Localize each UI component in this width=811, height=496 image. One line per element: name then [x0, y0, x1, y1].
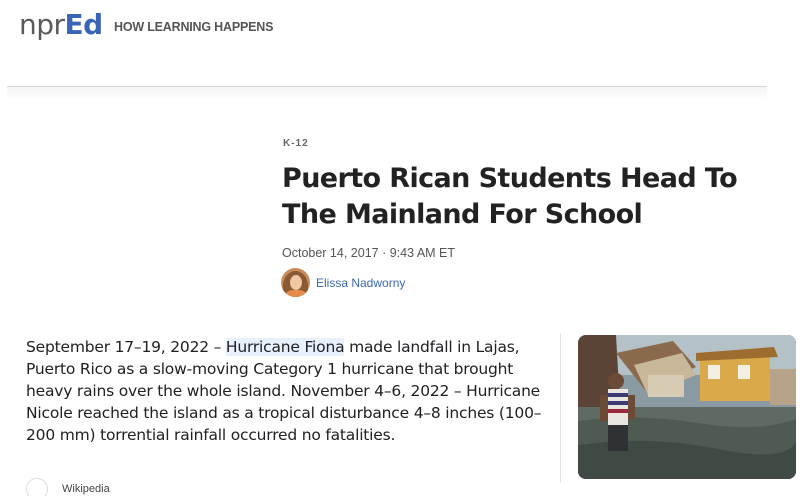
- header-divider: [7, 86, 767, 100]
- author-avatar[interactable]: [281, 268, 310, 297]
- search-snippet: [26, 336, 556, 446]
- author-byline[interactable]: [281, 268, 405, 297]
- snippet-body: made landfall in Lajas, Puerto Rico as a slow-moving Category 1 hurricane that brought heavy rains over the whole island. November 4–6, 2022 – Hurricane Nicole reached the island as a tropical disturbance 4–8 inches (100–200 mm) torrential rainfall occurred no fatalities.: [26, 338, 542, 444]
- snippet-divider: [560, 333, 561, 483]
- snippet-highlight: Hurricane Fiona: [225, 338, 345, 356]
- flood-scene-image: [578, 335, 796, 479]
- article-title: Puerto Rican Students Head To The Mainland For School: [282, 163, 738, 230]
- article-kicker[interactable]: K-12: [283, 138, 309, 149]
- hurricane-flood-photo[interactable]: [578, 335, 796, 479]
- site-tagline: HOW LEARNING HAPPENS: [114, 20, 274, 34]
- snippet-lead: September 17–19, 2022 –: [26, 338, 226, 356]
- wikipedia-icon: [26, 478, 48, 496]
- author-name-link[interactable]: Elissa Nadworny: [316, 275, 406, 290]
- source-name[interactable]: Wikipedia: [62, 483, 110, 495]
- article-dateline: October 14, 2017 · 9:43 AM ET: [282, 246, 456, 260]
- logo-npr-text: npr: [19, 8, 65, 41]
- snippet-source[interactable]: [26, 478, 110, 496]
- logo-ed-text: Ed: [64, 8, 103, 41]
- npr-ed-logo[interactable]: [19, 8, 103, 44]
